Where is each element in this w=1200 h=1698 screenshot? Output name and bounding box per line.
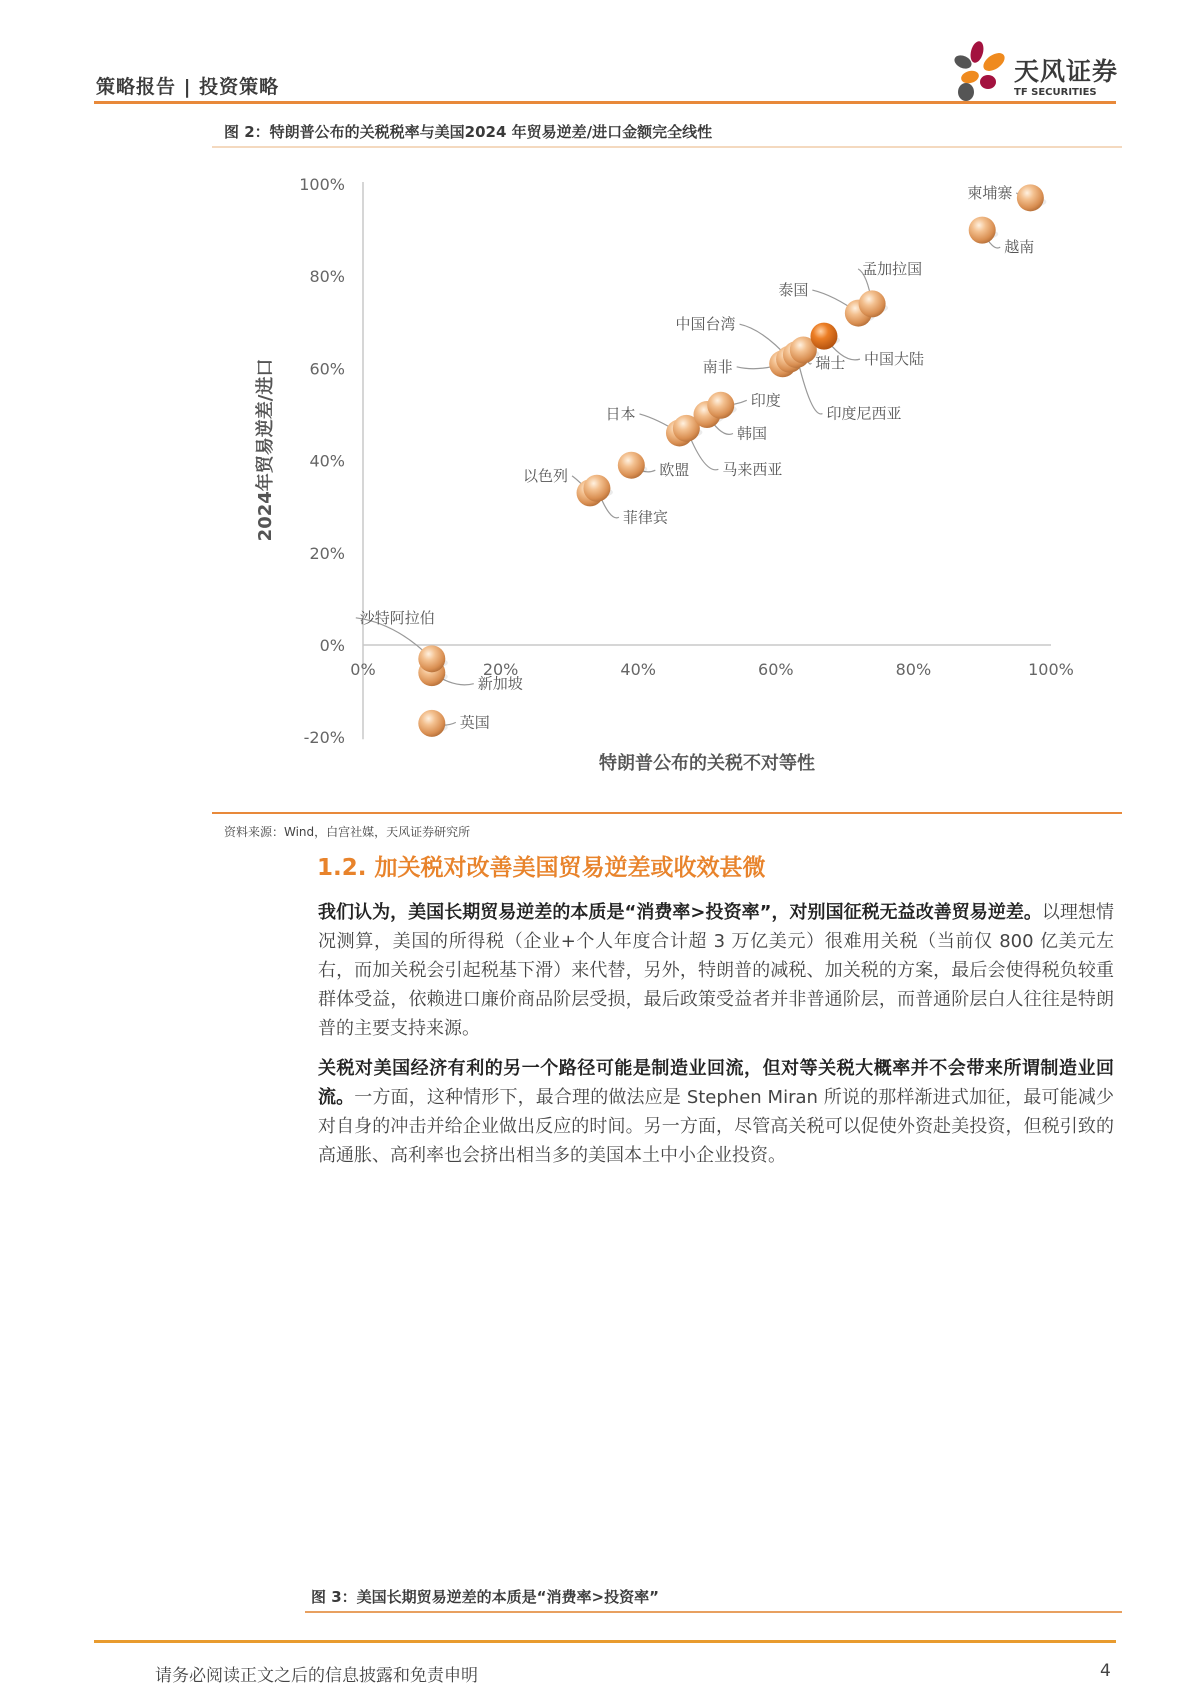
data-point-label: 泰国 [778, 281, 809, 300]
section-heading: 1.2. 加关税对改善美国贸易逆差或收效甚微 [317, 855, 766, 881]
logo-text-en: TF SECURITIES [1014, 87, 1097, 98]
footer-divider [94, 1640, 1116, 1643]
paragraph-2-body: 一方面，这种情形下，最合理的做法应是 Stephen Miran 所说的那样渐进式加征，最可能减少对自身的冲击并给企业做出反应的时间。另一方面，尽管高关税可以促使外资赴美投资，但税引致的高通胀、高利率也会挤出相当多的美国本土中小企业投资。 [318, 1087, 1115, 1166]
x-tick-label: 0% [350, 660, 376, 679]
paragraph-1-lead: 我们认为，美国长期贸易逆差的本质是“消费率>投资率”，对别国征税无益改善贸易逆差。 [318, 902, 1042, 923]
data-point-label: 英国 [459, 713, 490, 732]
figure-2-title: 图 2：特朗普公布的关税税率与美国2024 年贸易逆差/进口金额完全线性 [224, 123, 713, 141]
data-labels [360, 184, 1034, 732]
footer-disclaimer: 请务必阅读正文之后的信息披露和免责申明 [155, 1666, 478, 1686]
data-point-label: 越南 [1004, 238, 1035, 257]
report-category: 策略报告 | 投资策略 [96, 76, 280, 98]
data-point-label: 瑞士 [815, 353, 846, 372]
x-axis-label: 特朗普公布的关税不对等性 [599, 753, 815, 774]
y-tick-label: -20% [303, 728, 345, 748]
y-tick-label: 20% [309, 543, 345, 563]
paragraph-1-body: 以理想情况测算，美国的所得税（企业+个人年度合计超 3 万亿美元）很难用关税（当前仅 800 亿美元左右，而加关税会引起税基下滑）来代替，另外，特朗普的减税、加关税的方案，最后会使得税负较重群体受益，依赖进口廉价商品阶层受损，最后政策受益者并非普通阶层，而普通阶层白人往往是特朗普的主要支持来源。 [318, 902, 1114, 1039]
data-point-label: 日本 [605, 404, 636, 423]
x-tick-label: 60% [758, 660, 794, 679]
data-point [418, 710, 445, 737]
data-point-label: 以色列 [523, 466, 569, 485]
data-point [418, 645, 445, 672]
y-axis-label: 2024年贸易逆差/进口 [255, 358, 276, 542]
y-tick-label: 80% [309, 267, 345, 287]
paragraph-1 [318, 898, 1114, 1043]
data-point-label: 南非 [702, 357, 733, 376]
logo-text-cn: 天风证券 [1014, 57, 1119, 86]
flower-logo-icon [950, 40, 1012, 102]
x-tick-label: 100% [1028, 660, 1074, 679]
data-point-label: 印度尼西亚 [826, 404, 902, 423]
figure-source: 资料来源：Wind，白宫社媒，天风证券研究所 [224, 825, 471, 839]
data-point-label: 印度 [750, 391, 781, 410]
y-tick-label: 0% [319, 636, 345, 655]
scatter-chart [212, 150, 1122, 810]
figure-3-divider [305, 1611, 1122, 1613]
data-point-label: 中国大陆 [863, 350, 924, 369]
data-point [859, 290, 886, 317]
source-divider [212, 812, 1122, 814]
data-point [583, 475, 610, 502]
data-point [969, 217, 996, 244]
y-tick-label: 100% [299, 175, 345, 194]
data-point-label: 柬埔寨 [967, 183, 1013, 202]
data-point-label: 沙特阿拉伯 [359, 608, 435, 627]
data-point-label: 中国台湾 [675, 315, 736, 334]
paragraph-2 [318, 1054, 1114, 1170]
x-tick-label: 20% [482, 660, 519, 679]
x-tick-label: 40% [620, 660, 656, 679]
tf-securities-logo [950, 40, 1120, 102]
page-number: 4 [1100, 1661, 1111, 1681]
data-point [707, 392, 734, 419]
y-tick-label: 40% [309, 451, 345, 471]
paragraph-2-lead: 关税对美国经济有利的另一个路径可能是制造业回流，但对等关税大概率并不会带来所谓制造业回流。 [318, 1058, 1114, 1108]
data-point-label: 孟加拉国 [862, 259, 923, 278]
data-point [618, 452, 645, 479]
data-point-label: 马来西亚 [722, 460, 783, 479]
data-point-label: 韩国 [737, 424, 768, 443]
y-tick-label: 60% [309, 359, 345, 379]
data-point-label: 新加坡 [477, 674, 523, 693]
data-point-label: 菲律宾 [622, 508, 668, 527]
data-point-label: 欧盟 [659, 461, 690, 480]
figure-3-title: 图 3：美国长期贸易逆差的本质是“消费率>投资率” [311, 1588, 659, 1606]
x-tick-label: 80% [895, 660, 932, 679]
data-point [1017, 184, 1044, 211]
figure-title-divider [212, 146, 1122, 148]
data-point [810, 323, 837, 350]
